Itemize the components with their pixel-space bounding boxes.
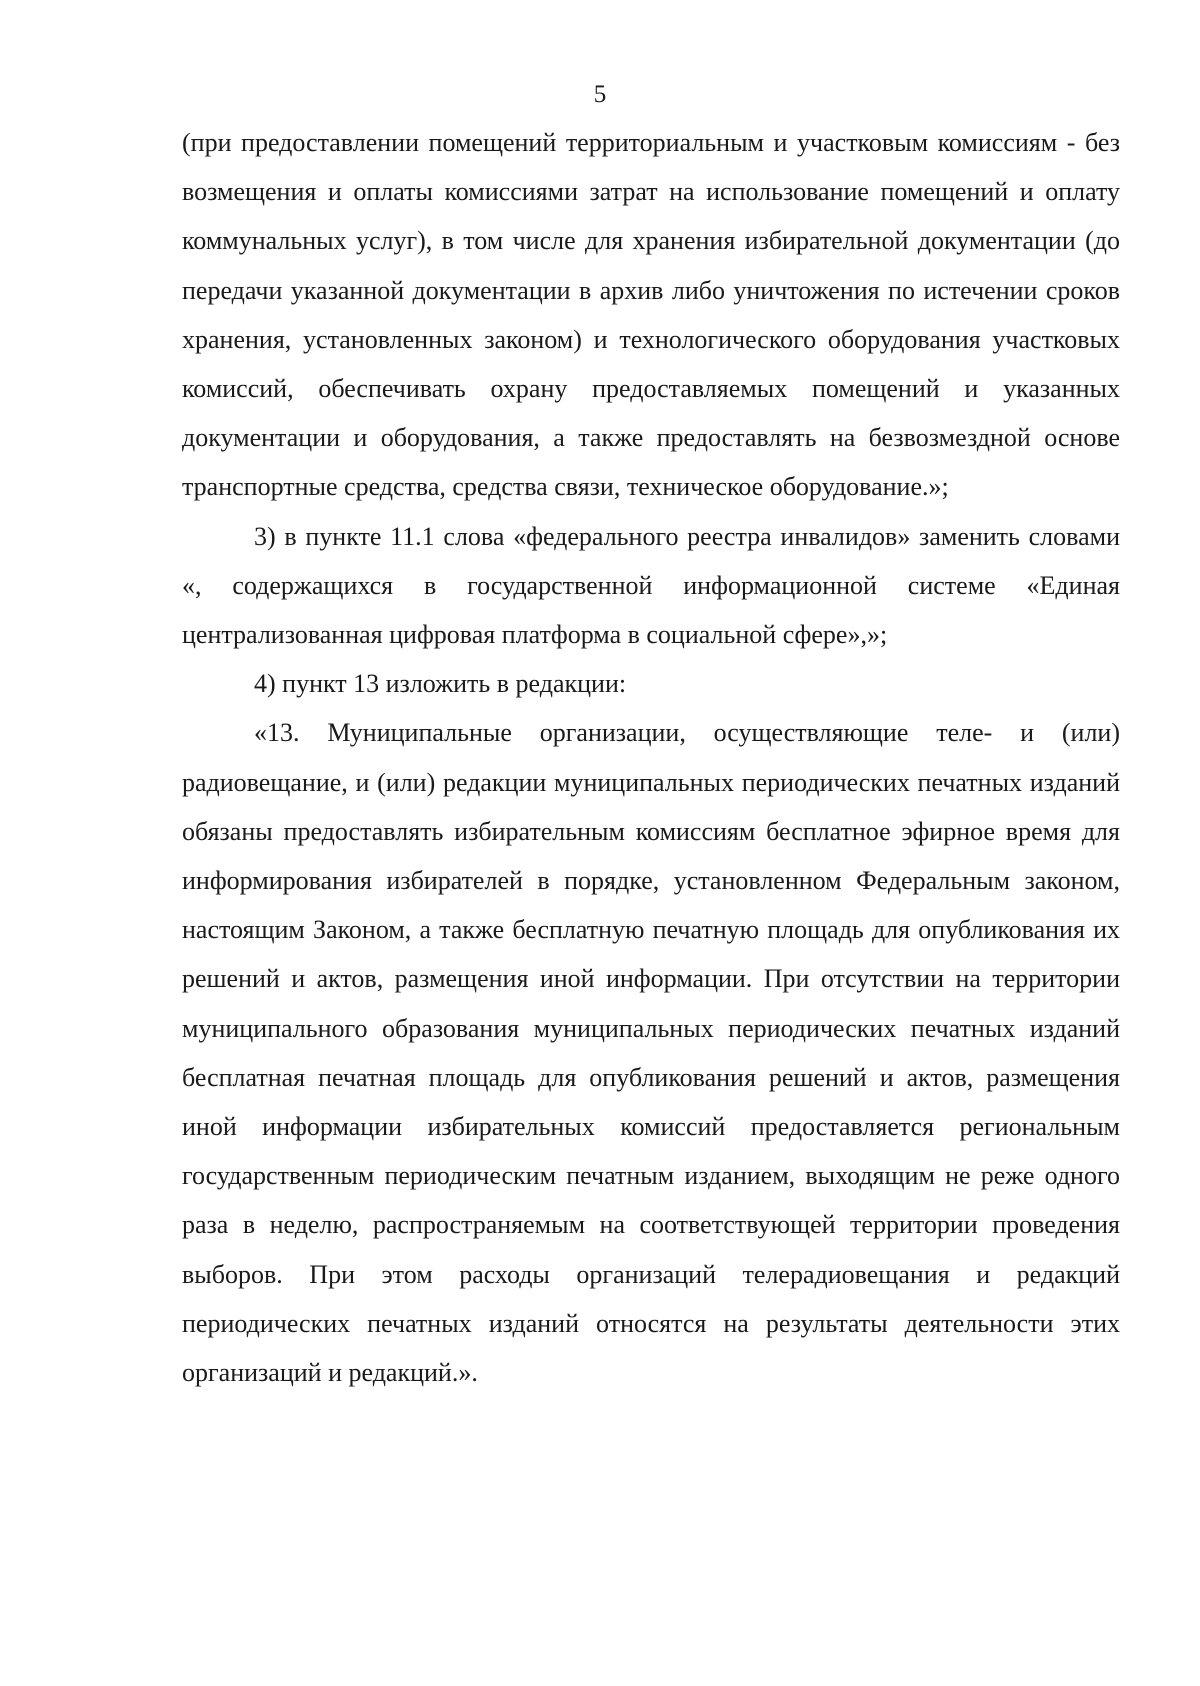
- page-number: 5: [593, 81, 607, 108]
- paragraph-item-3: 3) в пункте 11.1 слова «федерального реестра инвалидов» заменить словами «, содержащихся в государственной информационной системе «Единая централизованная цифровая платформа в социальной сфере»,»;: [182, 521, 1120, 650]
- paragraph-clause-13: «13. Муниципальные организации, осуществляющие теле- и (или) радиовещание, и (или) редакции муниципальных периодических печатных изданий обязаны предоставлять избирательным комиссиям бесплатное эфирное время для информирования избирателей в порядке, установленном Федеральным законом, настоящим Законом, а также бесплатную печатную площадь для опубликования их решений и актов, размещения иной информации. При отсутствии на территории муниципального образования муниципальных периодических печатных изданий бесплатная печатная площадь для опубликования решений и актов, размещения иной информации избирательных комиссий предоставляется региональным государственным периодическим печатным изданием, выходящим не реже одного раза в неделю, распространяемым на соответствующей территории проведения выборов. При этом расходы организаций телерадиовещания и редакций периодических печатных изданий относятся на результаты деятельности этих организаций и редакций.».: [182, 718, 1120, 1388]
- document-body: [182, 118, 1120, 1397]
- paragraph-item-4: 4) пункт 13 изложить в редакции:: [254, 669, 627, 699]
- paragraph-continuation: (при предоставлении помещений территориальным и участковым комиссиям - без возмещения и оплаты комиссиями затрат на использование помещений и оплату коммунальных услуг), в том числе для хранения избирательной документации (до передачи указанной документации в архив либо уничтожения по истечении сроков хранения, установленных законом) и технологического оборудования участковых комиссий, обеспечивать охрану предоставляемых помещений и указанных документации и оборудования, а также предоставлять на безвозмездной основе транспортные средства, средства связи, техническое оборудование.»;: [182, 128, 1120, 502]
